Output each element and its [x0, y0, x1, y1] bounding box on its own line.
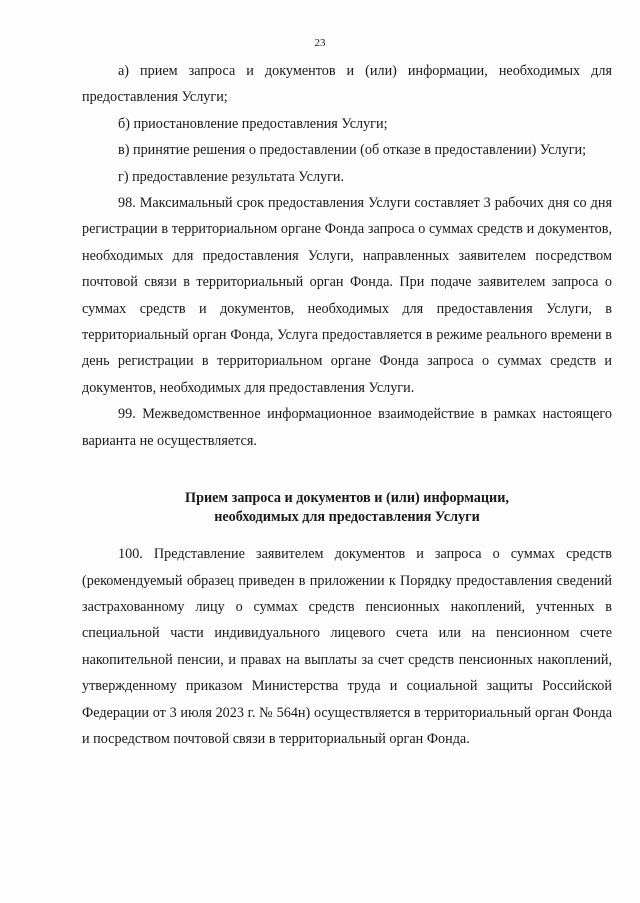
page-number: 23 [314, 37, 326, 49]
document-body [82, 58, 612, 752]
section-heading-line-2: необходимых для предоставления Услуги [214, 509, 480, 526]
section-heading [82, 489, 612, 527]
paragraph-100: 100. Представление заявителем документов и запроса о суммах средств (рекомендуемый образец приведен в приложении к Порядку предоставления сведений застрахованному лицу о суммах средств пенсионных накоплений, учтенных в специальной части индивидуального лицевого счета или на пенсионном счете накопительной пенсии, и правах на выплаты за счет средств пенсионных накоплений, утвержденному приказом Министерства труда и социальной защиты Российской Федерации от 3 июля 2023 г. № 564н) осуществляется в территориальный орган Фонда и посредством почтовой связи в территориальный орган Фонда. [82, 546, 612, 747]
paragraph-item-d: г) предоставление результата Услуги. [118, 168, 345, 185]
paragraph-99: 99. Межведомственное информационное взаимодействие в рамках настоящего варианта не осуществляется. [82, 406, 612, 449]
paragraph-98: 98. Максимальный срок предоставления Услуги составляет 3 рабочих дня со дня регистрации в территориальном органе Фонда запроса о суммах средств и документов, необходимых для предоставления Услуги, направленных заявителем посредством почтовой связи в территориальный орган Фонда. При подаче заявителем запроса о суммах средств и документов, необходимых для предоставления Услуги, в территориальный орган Фонда, Услуга предоставляется в режиме реального времени в день регистрации в территориальном органе Фонда запроса о суммах средств и документов, необходимых для предоставления Услуги. [82, 195, 612, 396]
paragraph-item-c: в) принятие решения о предоставлении (об отказе в предоставлении) Услуги; [118, 142, 587, 159]
paragraph-item-b: б) приостановление предоставления Услуги; [118, 115, 388, 132]
section-heading-line-1: Прием запроса и документов и (или) информации, [185, 490, 509, 507]
paragraph-item-a: а) прием запроса и документов и (или) информации, необходимых для предоставления Услуги; [82, 63, 612, 106]
